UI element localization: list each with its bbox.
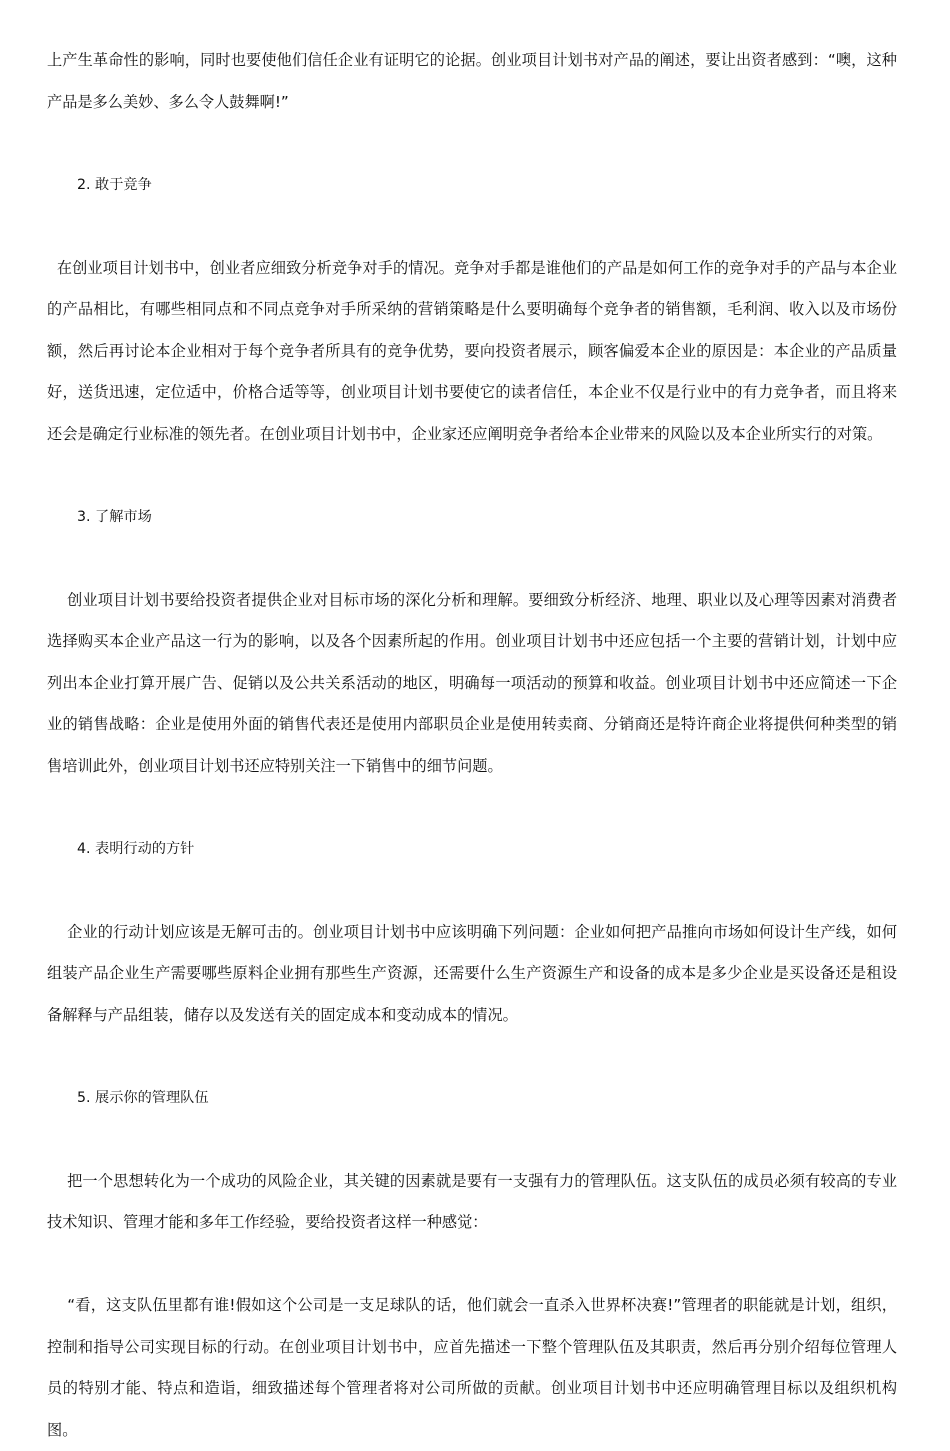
heading-action-plan: 4. 表明行动的方针 <box>77 840 195 857</box>
heading-management-team: 5. 展示你的管理队伍 <box>77 1089 209 1106</box>
heading-competition: 2. 敢于竞争 <box>77 176 152 193</box>
paragraph-product-intro: 上产生革命性的影响，同时也要使他们信任企业有证明它的论据。创业项目计划书对产品的阐述，要让出资者感到：“噢，这种产品是多么美妙、多么令人鼓舞啊!” <box>47 51 897 111</box>
spacer <box>47 1119 897 1161</box>
spacer <box>47 1244 897 1286</box>
heading-market: 3. 了解市场 <box>77 508 152 525</box>
paragraph-competition: 在创业项目计划书中，创业者应细致分析竞争对手的情况。竞争对手都是谁他们的产品是如何工作的竞争对手的产品与本企业的产品相比，有哪些相同点和不同点竞争对手所采纳的营销策略是什么要明确每个竞争者的销售额，毛利润、收入以及市场份额，然后再讨论本企业相对于每个竞争者所具有的竞争优势，要向投资者展示，顾客偏爱本企业的原因是：本企业的产品质量好，送货迅速，定位适中，价格合适等等，创业项目计划书要使它的读者信任，本企业不仅是行业中的有力竞争者，而且将来还会是确定行业标准的领先者。在创业项目计划书中，企业家还应阐明竞争者给本企业带来的风险以及本企业所实行的对策。 <box>47 258 898 443</box>
document-page <box>47 40 897 1451</box>
paragraph-management-quote: “看，这支队伍里都有谁!假如这个公司是一支足球队的话，他们就会一直杀入世界杯决赛!”管理者的职能就是计划，组织，控制和指导公司实现目标的行动。在创业项目计划书中，应首先描述一下整个管理队伍及其职责，然后再分别介绍每位管理人员的特别才能、特点和造诣，细致描述每个管理者将对公司所做的贡献。创业项目计划书中还应明确管理目标以及组织机构图。 <box>47 1296 897 1439</box>
paragraph-action-plan: 企业的行动计划应该是无解可击的。创业项目计划书中应该明确下列问题：企业如何把产品推向市场如何设计生产线，如何组装产品企业生产需要哪些原料企业拥有那些生产资源，还需要什么生产资源生产和设备的成本是多少企业是买设备还是租设备解释与产品组装，储存以及发送有关的固定成本和变动成本的情况。 <box>47 922 898 1024</box>
paragraph-market: 创业项目计划书要给投资者提供企业对目标市场的深化分析和理解。要细致分析经济、地理、职业以及心理等因素对消费者选择购买本企业产品这一行为的影响，以及各个因素所起的作用。创业项目计划书中还应包括一个主要的营销计划，计划中应列出本企业打算开展广告、促销以及公共关系活动的地区，明确每一项活动的预算和收益。创业项目计划书中还应简述一下企业的销售战略：企业是使用外面的销售代表还是使用内部职员企业是使用转卖商、分销商还是特许商企业将提供何种类型的销售培训此外，创业项目计划书还应特别关注一下销售中的细节问题。 <box>47 590 898 775</box>
spacer <box>47 787 897 829</box>
spacer <box>47 538 897 580</box>
spacer <box>47 870 897 912</box>
spacer <box>47 123 897 165</box>
paragraph-management-team: 把一个思想转化为一个成功的风险企业，其关键的因素就是要有一支强有力的管理队伍。这支队伍的成员必须有较高的专业技术知识、管理才能和多年工作经验，要给投资者这样一种感觉： <box>47 1171 898 1231</box>
spacer <box>47 1036 897 1078</box>
spacer <box>47 206 897 248</box>
spacer <box>47 455 897 497</box>
